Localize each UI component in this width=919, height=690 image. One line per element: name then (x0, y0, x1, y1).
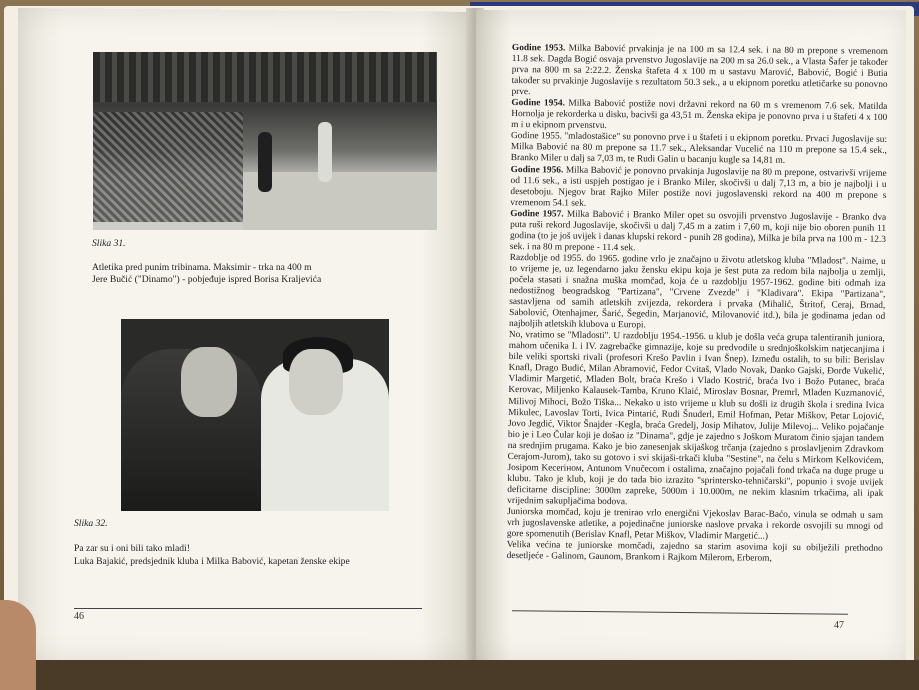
paragraph-lead: Godine 1957. (510, 208, 564, 220)
paragraph-text: Juniorska momčad, koju je trenirao vrlo energični Vjekoslav Barac-Baćo, vinula se odmah u sam vrh jugoslavenske atletike, a pojedinačne juniorske naslove prvaka i rekorde osvojili su mnogi od gore spomenutih (Berislav Knafl, Petar Miškov, Vladimir Margetić...) (506, 506, 884, 542)
body-paragraph (507, 507, 883, 544)
paragraph-text: Milka Babović prvakinja je na 100 m sa 12.4 sek. i na 80 m prepone s vremenom 11.8 sek. Dagda Bogić osvaja prvenstvo Jugoslavije na 200 m sa 26.0 sek., a Vlasta Šafer je također prva na 800 m sa 2:22.2. Ženska štafeta 4 x 100 m u sastavu Marović, Babović, Bogić i Butia također su prvakinje Jugoslavije s rezultatom 50.3 sek., a u ekipnom poretku atletičarke su ponovno prve. (511, 43, 888, 98)
hand (0, 600, 36, 690)
photo-woman-face (289, 349, 343, 415)
body-paragraph (511, 43, 888, 102)
paragraph-lead: Godine 1954. (511, 98, 566, 109)
right-page-number: 47 (834, 620, 844, 631)
runner-left (258, 132, 272, 192)
photo-trees (93, 52, 437, 102)
caption-32-line1: Pa zar su i oni bili tako mladi! (74, 543, 190, 554)
paragraph-text: Milka Babović i Branko Miler opet su osvojili prvenstvo Jugoslavije - Branko dva puta ruši rekord Jugoslavije, skočivši u dalj 7,45 m a zatim i 7,60 m, koji nije bio oboren punih 11 godina (to je još uvijek i danas klupski rekord - punih 28 godina), Milka je bila prva na 100 m - 12.3 sek. i na 80 m prepone - 11.4 sek. (509, 209, 887, 254)
right-page-body (507, 43, 888, 566)
body-paragraph (507, 330, 885, 511)
body-paragraph (509, 253, 886, 334)
paragraph-text: Milka Babović je ponovno prvakinja Jugoslavije na 80 m prepone, ostvarivši vrijeme od 11.6 sek., a isti uspjeh postigao je i Branko Miler, skočivši u dalj 7,13 m, a bio je najbolji i u desetoboju. Njegov brat Rajko Miler postiže novi jugoslavenski rekord na 400 m prepone s vremenom 54.1 sek. (510, 165, 887, 209)
body-paragraph (511, 131, 887, 168)
paragraph-text: Milka Babović postiže novi državni rekord na 60 m s vremenom 7.6 sek. Matilda Hornolja je rekorderka u disku, bacivši ga 43,51 m. Ženska ekipa je ponovno prva i u štafeti 4 x 100 m i u ekipnom prvenstvu. (511, 98, 888, 132)
body-paragraph (507, 540, 883, 566)
caption-31-label: Slika 31. (92, 238, 126, 249)
paragraph-text: No, vratimo se "Mladosti". U razdoblju 1954.-1956. u klub je došla veća grupa talentiranih juniora, mahom učenika I. i IV. zagrebačke gimnazije, koje su predvodile u srednjoškolskim natjecanjima i bile veliki sportski rivali (profesori Krešo Pavlin i Ivan Šnep). Između ostalih, to su bili: Berislav Knafl, Drago Budić, Milan Abramović, Fedor Cvitaš, Vlado Novak, Danko Gajski, Đorđe Vukelić, Vladimir Margetić, Mladen Bolt, braća Krešo i Vlado Kostrić, braća Ivo i Božo Putanec, braća Kerovac, Miljenko Kalausek-Tamba, Kruno Klaić, Miroslav Bosnar, Premrl, Mladen Kuzmanović, Milivoj Mihoci, Božo Tiška... Nekako u isto vrijeme u klub su došli iz drugih škola i sredina Ivica Mikulec, Lavoslav Torti, Ivica Pintarić, Rudi Šnuderl, Emil Hofman, Petar Miškov, Petar Lojović, Jovo Jegdić, Viktor Šnajder -Kegla, braća Gredelj, Josip Mihatov, Julije Milevoj... Veliko pojačanje bio je i Leo Čular koji je došao iz "Dinama", gdje je zajedno s Joškom Muratom činio sjajan tandem na srednjim prugama. Kako je bio zanesenjak skijaškog trčanja (zajedno s proslavljenim Zdravkom Cerajom-Jurom), tako su gotovo i svi skijaši-trkači kluba "Sestine", na čelu s Mirkom Kelkovićem, Josipom Keceriном, Antunom Vnučecom i ostalima, značajno pojačali fond trkača na duge pruge u klubu. Tako je klub, koji je do tada bio izrazito "sprintersko-tehničarski", popunio i svoje uvijek deficitarne discipline: 3000m zapreke, 5000m i 10.000m, ne nekim klasnim trkačima, ali ipak vrijednim sakupljačima bodova. (507, 330, 885, 508)
photo-portrait-pair (121, 319, 389, 511)
runner-right (318, 122, 332, 182)
photo-man-face (181, 347, 237, 417)
caption-31-line2: Jere Bučić ("Dinamo") - pobjeđuje ispred Borisa Kraljevića (92, 274, 322, 285)
paragraph-text: Godine 1955. "mladostašice" su ponovno prve i u štafeti i u ekipnom poretku. Prvaci Jugoslavije su: Milka Babović na 80 m prepone sa 11.7 sek., Aleksandar Vucelić na 110 m prepone sa 15.4 sek., Branko Miler u dalj sa 7,03 m, te Rudi Galin u bacanju kugle sa 14,81 m. (510, 131, 888, 167)
body-paragraph (510, 165, 886, 213)
left-page-number: 46 (74, 611, 84, 622)
paragraph-lead: Godine 1956. (510, 164, 564, 176)
photo-track (243, 172, 437, 230)
left-page-footer-rule (74, 608, 422, 609)
floor-shadow (0, 660, 919, 690)
photo-crowd (93, 112, 243, 222)
photo-athletics-race (93, 52, 437, 230)
body-paragraph (510, 209, 886, 257)
paragraph-lead: Godine 1953. (511, 43, 566, 54)
body-paragraph (511, 98, 887, 135)
caption-32-line2: Luka Bajakić, predsjednik kluba i Milka Babović, kapetan ženske ekipe (74, 556, 350, 567)
paragraph-text: Velika većina te juniorske momčadi, zajedno sa starim asovima koji su obilježili prethodno desetljeće - Galinom, Gaunom, Brankom i Rajkom Milerom, Erberom, (506, 540, 883, 564)
paragraph-text: Razdoblje od 1955. do 1965. godine vrlo je značajno u životu atletskog kluba "Mladost". Naime, u to vrijeme je, uz legendarno jaku žensku ekipu koja je šest puta za redom bila najbolja u zemlji, počela stasati i snažna muška momčad, koja će u razdoblju 1957-1962. godine biti odmah iza nedostižnog beogradskog "Partizana", "Crvene Zvezde" i "Kladivara". Ekipa "Partizana", sastavljena od samih atletskih zvijezda, rekordera i prvaka (Mihalić, Štritof, Ceraj, Brnad, Sabolović, Otenhajmer, Šarić, Šegedin, Marjanović, Milovanović itd.), bila je godinama jedan od najboljih atletskih klubova u Europi. (509, 252, 886, 331)
caption-31-line1: Atletika pred punim tribinama. Maksimir - trka na 400 m (92, 262, 312, 273)
caption-32-label: Slika 32. (74, 518, 108, 529)
